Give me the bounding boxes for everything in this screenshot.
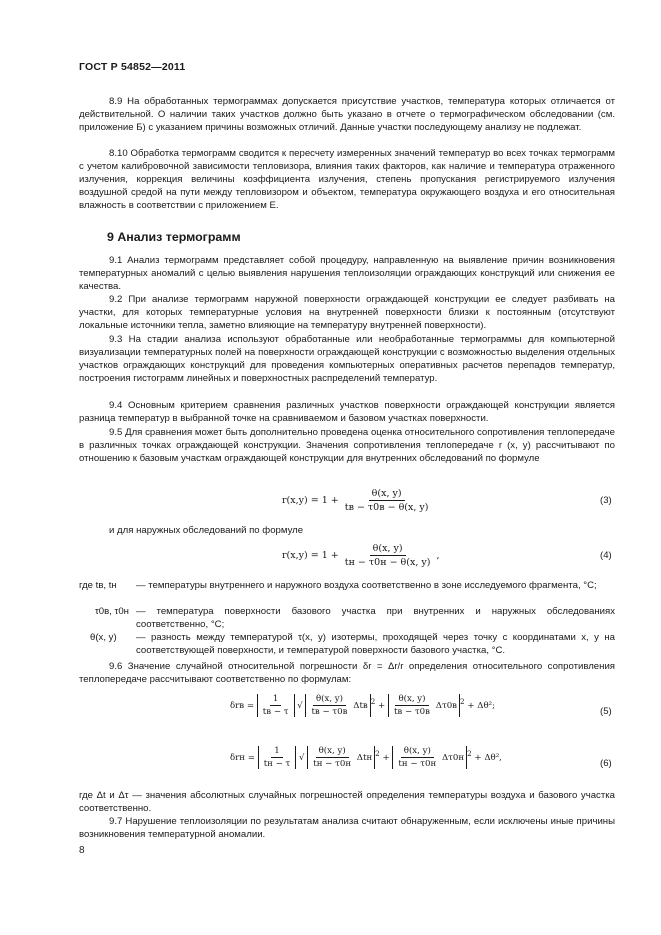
formula-5-a-fraction — [260, 694, 292, 717]
formula-5-c-den: tв − τ0в — [393, 707, 430, 717]
paragraph-9-5: 9.5 Для сравнения может быть дополнительно проведена оценка относительного сопротивления теплопередаче в различных точках ограждающей конструкции. Значения сопротивления теплопередаче r (x, y) рассчитывают по отношению к базовым участкам ограждающей конструкции для внутренних обследований по формуле — [79, 427, 615, 465]
where-text-1: — температуры внутреннего и наружного воздуха соответственно в зоне исследуемого фрагмента, °C; — [136, 580, 597, 591]
formula-5-b-square: 2 — [370, 697, 376, 707]
formula-6-a-fraction — [261, 746, 294, 769]
paragraph-8-10: 8.10 Обработка термограмм сводится к пересчету измеренных значений температур во всех точках термограмм с учетом калибровочной зависимости тепловизора, влияния таких факторов, как наличие и температура отраженного излучения, коррекция величины коэффициента излучения, степень пропускания регистрируемого излучения воздушной средой на пути между тепловизором и объектом, температура окружающего воздуха и его относительная влажность в соответствии с приложением Е. — [79, 148, 615, 212]
where-text-4: где Δt и Δτ — значения абсолютных случайных погрешностей определения температуры воздуха и базового участка соответственно. — [79, 790, 615, 815]
formula-5-b-den: tв − τ0в — [311, 707, 348, 717]
formula-5-b-tail: Δtв — [353, 701, 368, 711]
formula-5-c-fraction — [391, 694, 433, 717]
formula-5-end: + Δθ²; — [467, 701, 495, 711]
formula-6-a-den: tн − τ — [263, 759, 291, 769]
formula-6-a-num: 1 — [271, 746, 282, 758]
formula-6-b-fraction — [310, 746, 354, 769]
where-term-1: где tв, tн — [79, 580, 117, 591]
formula-6-b-square: 2 — [375, 749, 380, 759]
formula-6-c-den: tн − τ0н — [398, 759, 437, 769]
formula-6-abs — [258, 746, 297, 769]
formula-5-c-bracket — [388, 694, 460, 717]
formula-5-b-num: θ(x, y) — [313, 694, 346, 706]
paragraph-8-9: 8.9 На обработанных термограммах допускается присутствие участков, температура которых отличается от действительной. О наличии таких участков должно быть указано в отчете о термографическом обследовании (см. приложение Б) с указанием причины возможных отличий. Данные участки последующему анализу не подлежат. — [79, 96, 615, 134]
paragraph-9-1: 9.1 Анализ термограмм представляет собой процедуру, направленную на выявление причин возникновения температурных аномалий с целью выявления нарушения теплоизоляции ограждающих конструкций или снижения ее качества. — [79, 255, 615, 293]
where-term-3: θ(x, y) — [90, 632, 117, 643]
formula-3-fraction — [342, 488, 432, 513]
page-number: 8 — [79, 845, 85, 856]
where-term-2: τ0в, τ0н — [95, 606, 129, 617]
formula-3 — [282, 488, 431, 513]
formula-6-c-bracket — [392, 746, 467, 769]
formula-6: δrн = $\frac{1}{tн - \tau}$ √ $\frac{\theta(x, y)}{tн - \tau 0н}$ Δtн $^2$ + $\frac{\theta(x, y)}{tн - \tau 0н}$ Δτ0н $^2$ + Δθ², — [230, 746, 502, 769]
formula-6-end: + Δθ², — [474, 753, 502, 763]
formula-5-a-num: 1 — [270, 694, 281, 706]
formula-4-tail: , — [436, 550, 440, 561]
formula-6-c-tail: Δτ0н — [441, 753, 465, 763]
formula-5-c-num: θ(x, y) — [395, 694, 428, 706]
formula-5: δrв = $\frac{1}{tв - \tau}$ √ $\frac{\theta(x, y)}{tв - \tau 0в}$ Δtв $^2$ + $\frac{\theta(x, y)}{tв - \tau 0в}$ Δτ0в $^2$ + Δθ²; — [230, 694, 495, 717]
formula-5-c-tail: Δτ0в — [435, 701, 458, 711]
formula-6-c-fraction — [395, 746, 439, 769]
formula-5-sqrt-icon: √ — [297, 701, 303, 711]
formula-5-lhs: δrв = — [230, 701, 255, 711]
formula-5-abs — [257, 694, 295, 717]
paragraph-9-7: 9.7 Нарушение теплоизоляции по результатам анализа считают обнаруженным, если исключены иные причины возникновения температурной аномалии. — [79, 816, 615, 841]
formula-4-fraction — [342, 543, 434, 568]
formula-4-lhs: r(x,y) = 1 + — [282, 550, 339, 561]
formula-6-sqrt-icon: √ — [299, 753, 305, 763]
formula-4-number: (4) — [600, 550, 612, 561]
formula-6-b-bracket — [307, 746, 375, 769]
formula-3-lhs: r(x,y) = 1 + — [282, 495, 339, 506]
formula-4 — [282, 543, 440, 568]
paragraph-9-6: 9.6 Значение случайной относительной погрешности δr = Δr/r определения относительного сопротивления теплопередаче рассчитывают соответственно по формулам: — [79, 661, 615, 686]
formula-4-numerator: θ(x, y) — [370, 543, 406, 556]
formula-5-number: (5) — [600, 706, 612, 717]
paragraph-9-4: 9.4 Основным критерием сравнения различных участков поверхности ограждающей конструкции является разница температур в выбранной точке на сравниваемом и базовом участках поверхности. — [79, 400, 615, 425]
formula-6-b-num: θ(x, y) — [316, 746, 349, 758]
paragraph-9-2: 9.2 При анализе термограмм наружной поверхности ограждающей конструкции ее следует разбивать на участки, для которых температурные условия на внутренней поверхности близки к постоянным (отсутствуют локальные источники тепла, заметно влияющие на температуру внутренней поверхности). — [79, 294, 615, 332]
formula-5-c-square: 2 — [460, 697, 465, 707]
standard-header: ГОСТ Р 54852—2011 — [79, 61, 186, 73]
formula-6-c-square: 2 — [467, 749, 472, 759]
formula-6-b-den: tн − τ0н — [313, 759, 352, 769]
formula-3-numerator: θ(x, y) — [369, 488, 405, 501]
where-text-3: — разность между температурой τ(x, y) изотермы, проходящей через точку с координатами x, y на соответствующей поверхности, и температурой поверхности базового участка, °C. — [136, 632, 615, 657]
paragraph-9-3: 9.3 На стадии анализа используют обработанные или необработанные термограммы для компьютерной визуализации температурных полей на поверхности ограждающей конструкции с возможностью выделения отдельных участков ограждающих конструкций для проведения компьютерных оперативных расчетов перепадов температур, построения гистограмм линейных и поверхностных распределений температур. — [79, 334, 615, 385]
formula-3-denominator: tв − τ0в − θ(x, y) — [344, 502, 429, 513]
between-formulas-text: и для наружных обследований по формуле — [109, 525, 304, 536]
formula-3-number: (3) — [600, 495, 612, 506]
formula-6-number: (6) — [600, 758, 612, 769]
formula-5-b-bracket — [305, 694, 370, 717]
formula-5-b-fraction — [308, 694, 350, 717]
formula-5-a-den: tв − τ — [262, 707, 289, 717]
formula-6-c-num: θ(x, y) — [401, 746, 434, 758]
formula-6-lhs: δrн = — [230, 753, 255, 763]
formula-4-denominator: tн − τ0н − θ(x, y) — [344, 557, 431, 568]
formula-6-b-tail: Δtн — [356, 753, 373, 763]
section-title: 9 Анализ термограмм — [107, 230, 241, 244]
where-text-2: — температура поверхности базового участка при внутренних и наружных обследованиях соответственно, °C; — [136, 606, 615, 631]
